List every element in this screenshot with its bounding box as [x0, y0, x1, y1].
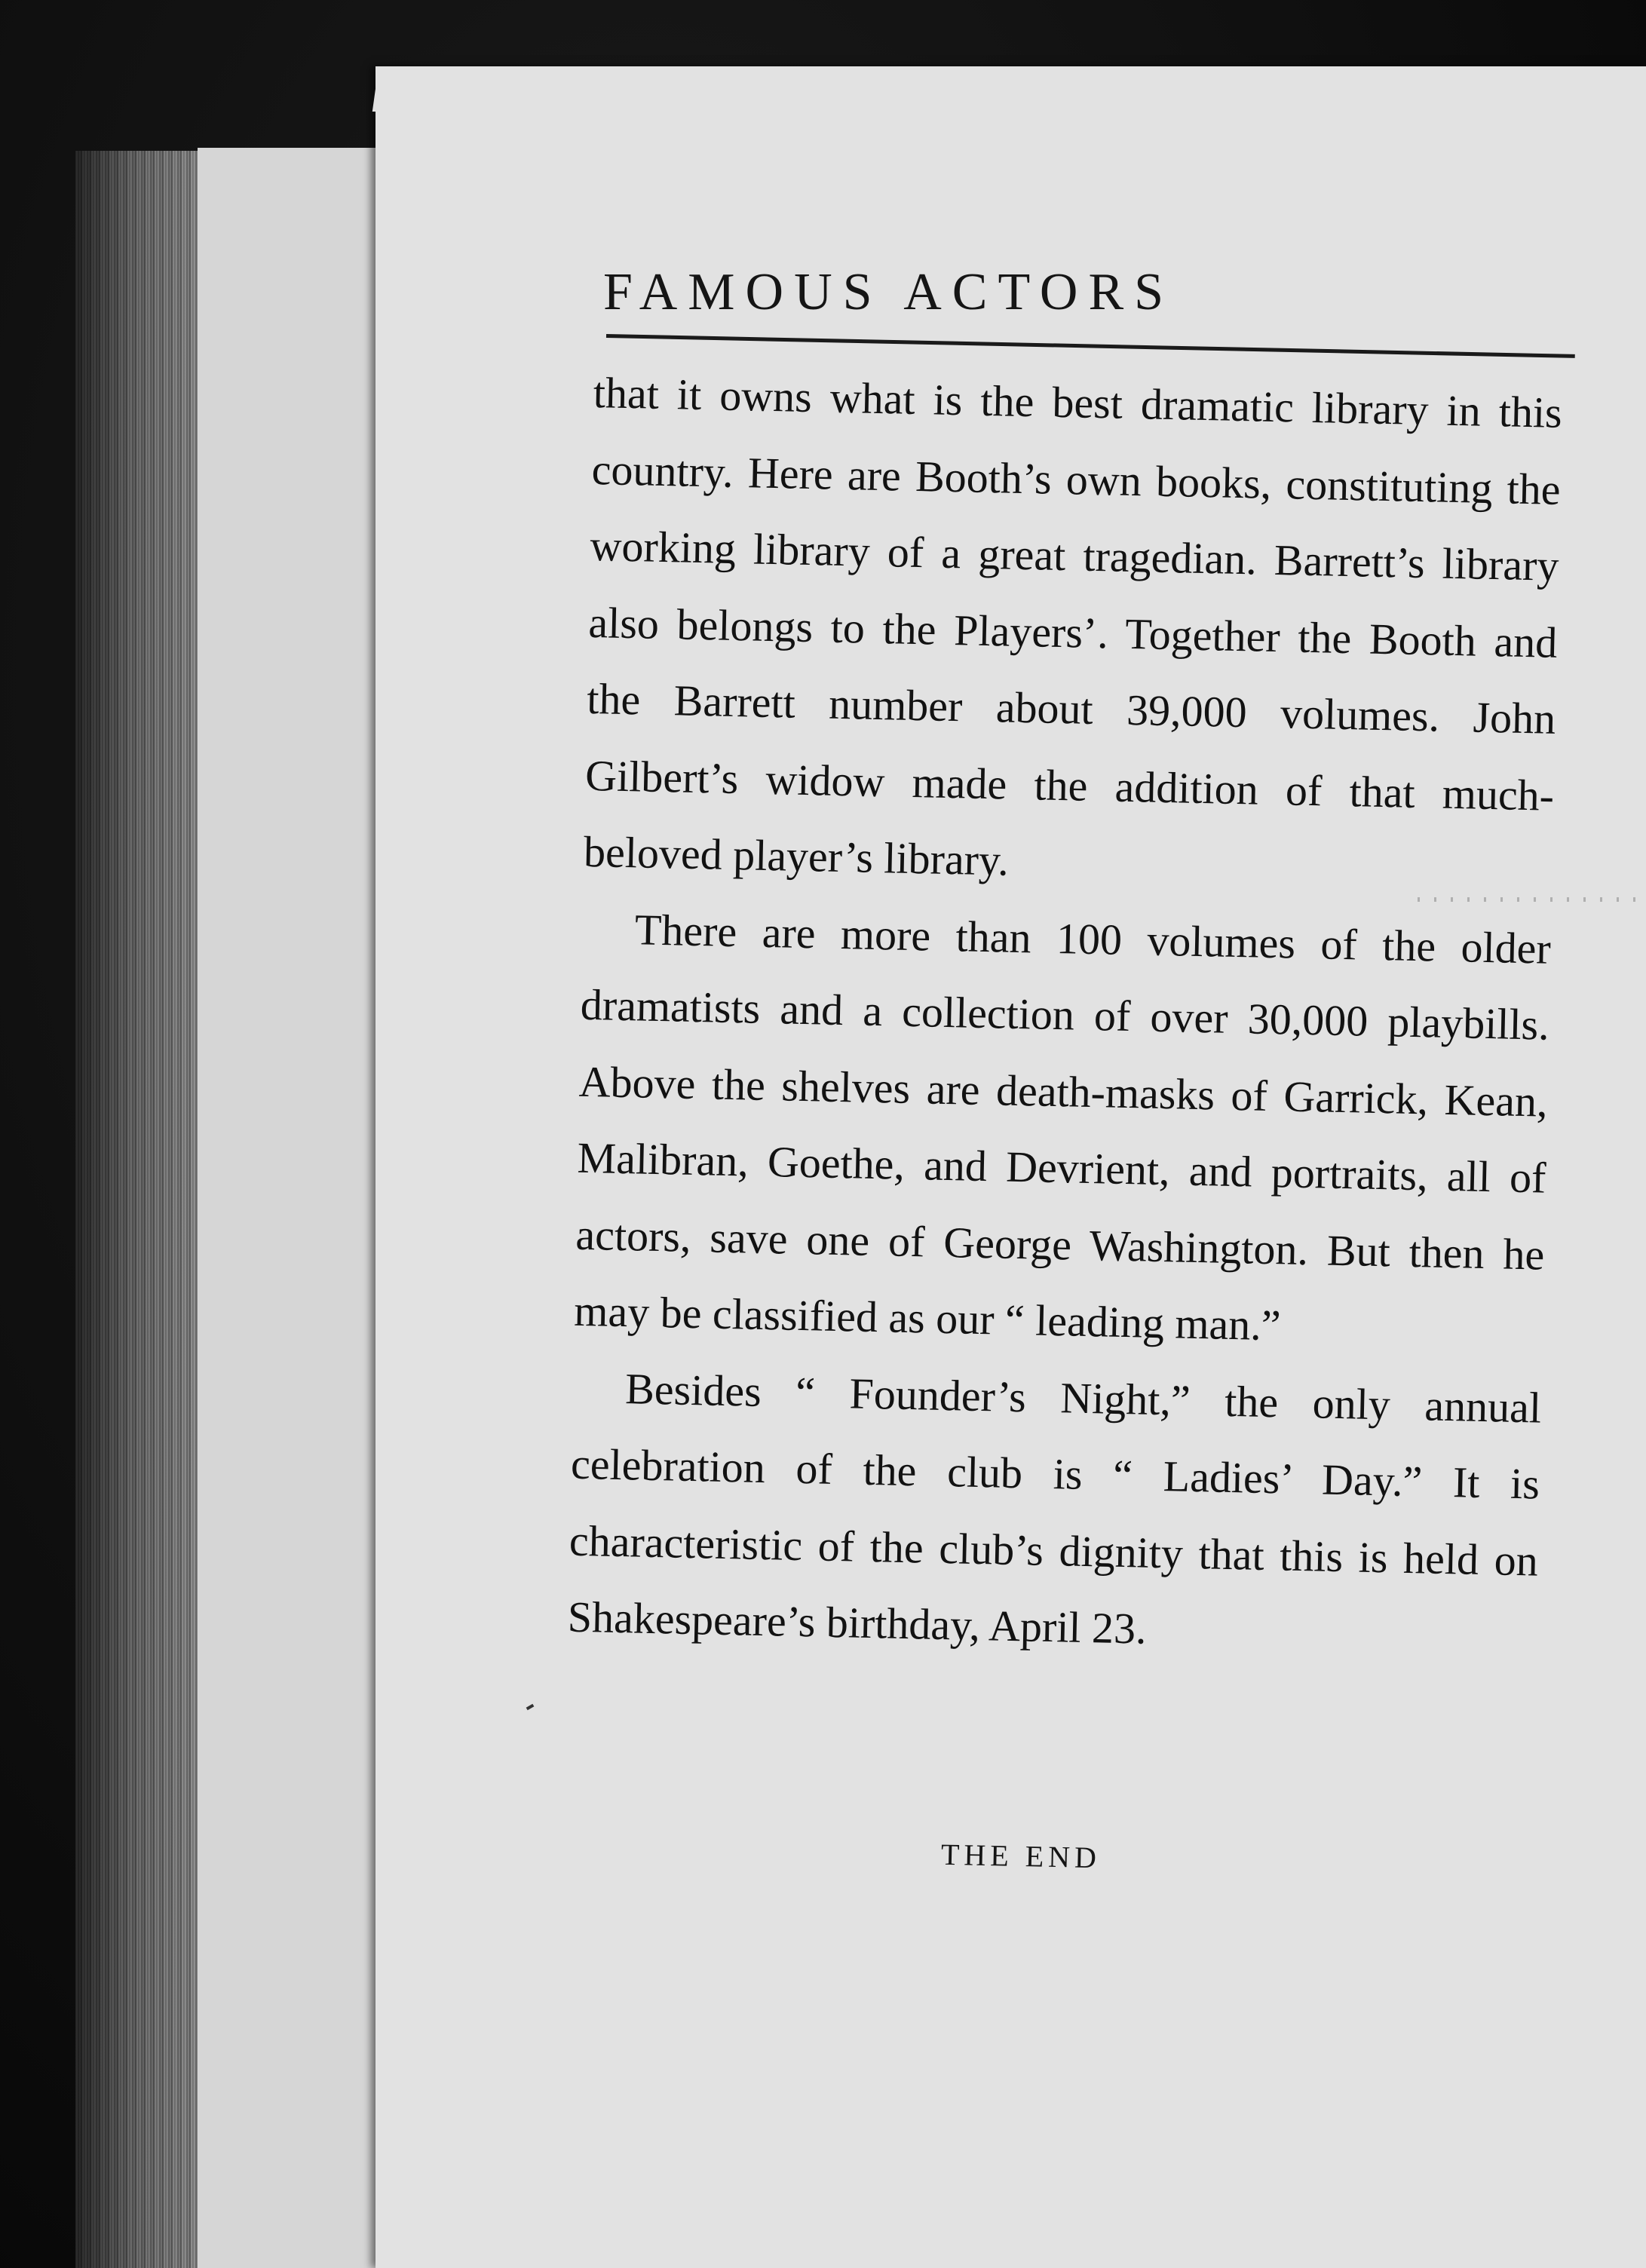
the-end-label: THE END [940, 1837, 1102, 1875]
bleed-through-dots [1418, 897, 1644, 902]
running-head: FAMOUS ACTORS [603, 263, 1175, 321]
paragraph-1: that it owns what is the best dramatic library in this country. Here are Booth’s own books, constituting the working library of a great tragedian. Barrett’s library also belongs to the Players’. Together the Booth and the Barrett number about 39,000 volumes. John Gilbert’s widow made the addition of that much-beloved player’s library. [583, 367, 1563, 885]
paragraph-3: Besides “ Founder’s Night,” the only annual celebration of the club is “ Ladies’ Day.” It is characteristic of the club’s dignity that this is held on Shakespeare’s birthday, April 23. [567, 1363, 1542, 1653]
body-text [567, 354, 1563, 1675]
underlying-page [198, 148, 394, 2268]
paragraph-2: There are more than 100 volumes of the older dramatists and a collection of over 30,000 playbills. Above the shelves are death-masks of Garrick, Kean, Malibran, Goethe, and Devrient, and portraits, all of actors, save one of George Washington. But then he may be classified as our “ leading man.” [573, 904, 1552, 1350]
page-corner [372, 66, 418, 112]
